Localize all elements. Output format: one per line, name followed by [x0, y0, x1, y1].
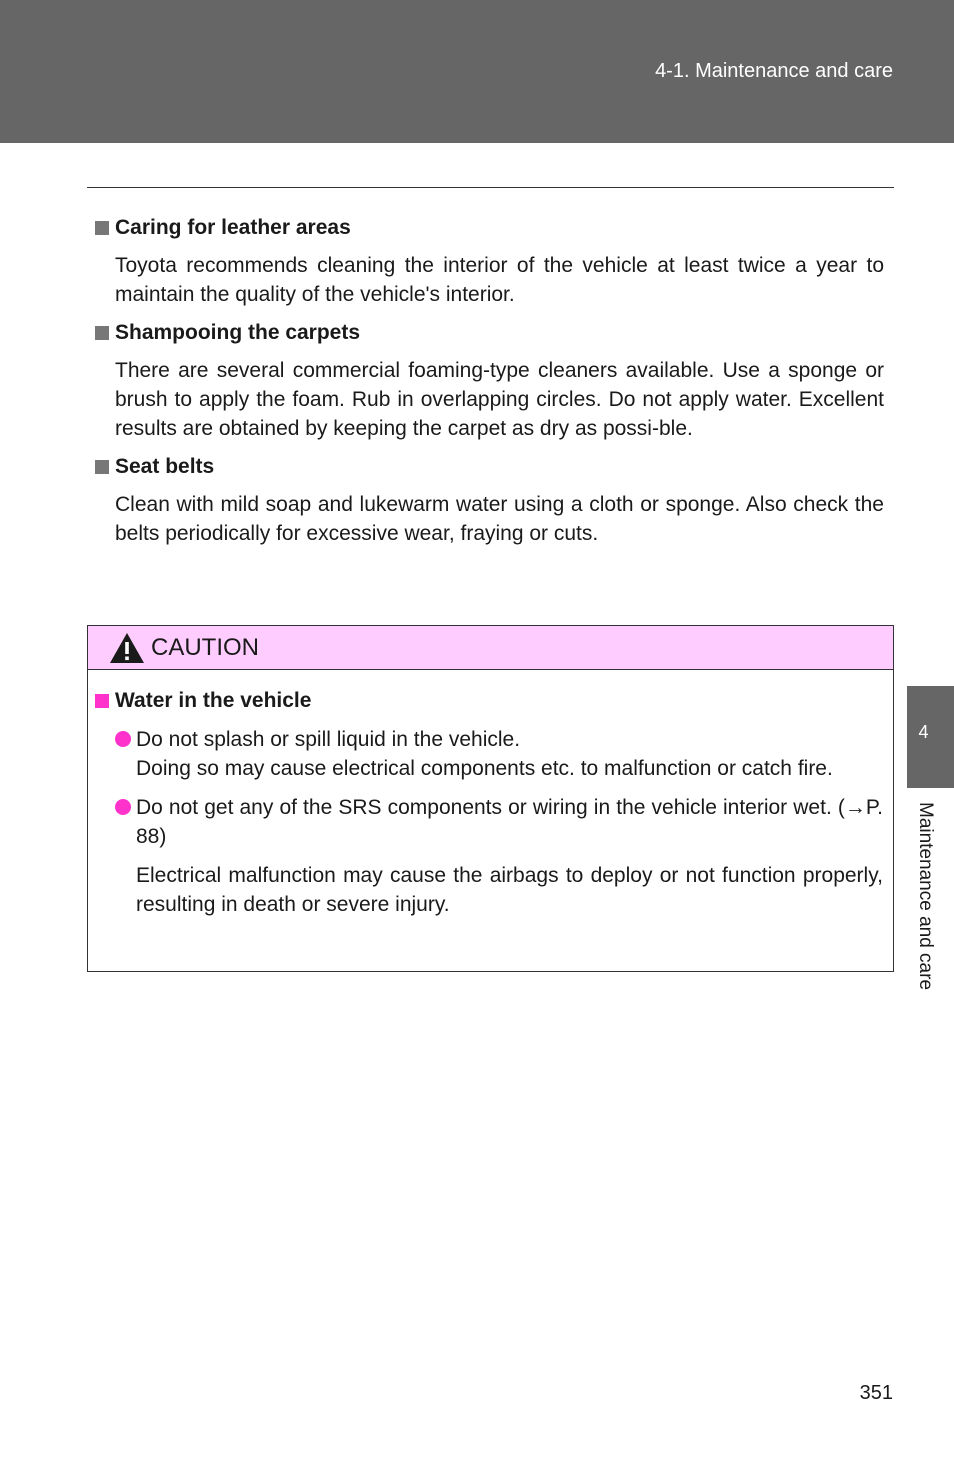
- section-heading-seat-belts: [95, 452, 884, 481]
- section-heading-text: Caring for leather areas: [115, 216, 351, 239]
- caution-bullet: [115, 793, 884, 851]
- section-paragraph: Clean with mild soap and lukewarm water using a cloth or sponge. Also check the belts periodically for excessive wear, fraying or cuts.: [115, 493, 884, 545]
- chapter-label: Maintenance and care: [915, 802, 936, 991]
- circle-bullet-icon: [115, 799, 131, 815]
- warning-triangle-icon: [109, 632, 145, 664]
- bullet-detail-text: Doing so may cause electrical components etc. to malfunction or catch fire.: [136, 757, 833, 780]
- section-heading-text: Shampooing the carpets: [115, 321, 361, 344]
- square-bullet-icon: [95, 221, 109, 235]
- caution-heading-text: Water in the vehicle: [115, 689, 312, 712]
- bullet-main-text: Do not get any of the SRS components or wiring in the vehicle interior wet. (→P. 88): [136, 796, 883, 848]
- caution-body: [88, 670, 893, 919]
- chapter-number: 4: [918, 722, 929, 742]
- main-content: [95, 213, 884, 557]
- section-paragraph: Toyota recommends cleaning the interior of the vehicle at least twice a year to maintain the quality of the vehicle's interior.: [115, 254, 884, 306]
- square-bullet-icon: [95, 326, 109, 340]
- header-band: [0, 0, 954, 143]
- square-bullet-icon: [95, 460, 109, 474]
- caution-header: [88, 626, 893, 670]
- page-number: 351: [859, 1382, 893, 1404]
- section-heading-leather: [95, 213, 884, 242]
- caution-label: CAUTION: [151, 633, 259, 661]
- caution-bullet: [115, 725, 884, 754]
- caution-heading: [95, 686, 884, 715]
- caution-box: [87, 625, 894, 972]
- chapter-tab[interactable]: [907, 686, 954, 788]
- bullet-detail-text: Electrical malfunction may cause the airbags to deploy or not function properly, resulting in death or severe injury.: [136, 864, 883, 916]
- breadcrumb: 4-1. Maintenance and care: [655, 60, 893, 82]
- section-paragraph: There are several commercial foaming-type cleaners available. Use a sponge or brush to apply the foam. Rub in overlapping circles. Do not apply water. Excellent results are obtained by keeping the carpet as dry as possi-ble.: [115, 359, 884, 440]
- bullet-main-text: Do not splash or spill liquid in the vehicle.: [136, 728, 521, 751]
- square-bullet-icon: [95, 694, 109, 708]
- section-heading-text: Seat belts: [115, 455, 215, 478]
- section-heading-carpets: [95, 318, 884, 347]
- circle-bullet-icon: [115, 731, 131, 747]
- top-divider: [87, 187, 894, 188]
